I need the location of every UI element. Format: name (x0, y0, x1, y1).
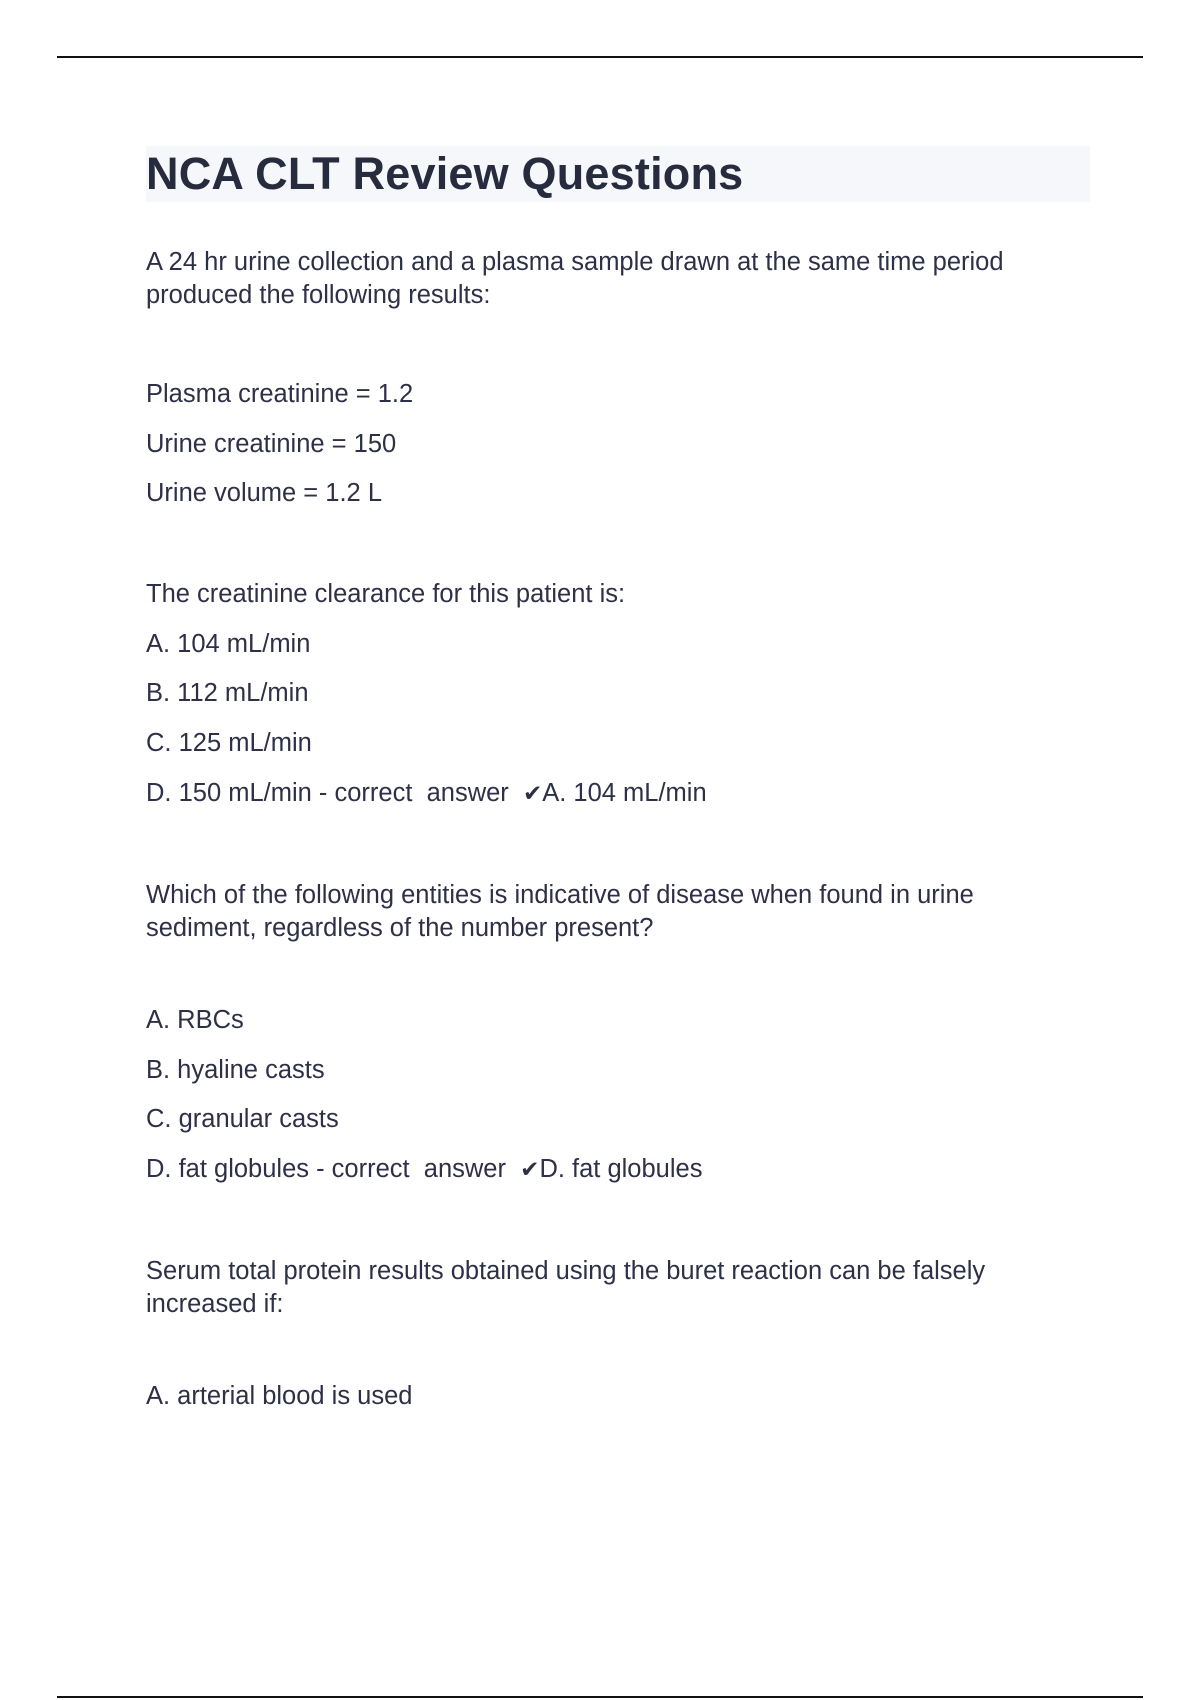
q1-option-b: B. 112 mL/min (146, 679, 309, 707)
q1-option-a: A. 104 mL/min (146, 630, 311, 658)
question-3-text: Serum total protein results obtained using the buret reaction can be falsely increased if: (146, 1257, 986, 1318)
top-rule (57, 56, 1143, 58)
q1-option-d: D. 150 mL/min - correct answer (146, 779, 523, 807)
q2-option-d: D. fat globules - correct answer (146, 1155, 521, 1183)
q1-option-c: C. 125 mL/min (146, 729, 312, 757)
document-title: NCA CLT Review Questions (146, 148, 744, 199)
q1-value-urine-creatinine: Urine creatinine = 150 (146, 430, 397, 458)
q2-option-d-with-answer (146, 1153, 1090, 1187)
q1-value-urine-volume: Urine volume = 1.2 L (146, 479, 382, 507)
question-1-intro: A 24 hr urine collection and a plasma sample drawn at the same time period produced the following results: (146, 248, 1004, 309)
q1-option-d-with-answer (146, 777, 1090, 811)
q2-option-c: C. granular casts (146, 1105, 339, 1133)
q3-option-a: A. arterial blood is used (146, 1382, 413, 1410)
question-1-text: The creatinine clearance for this patient is: (146, 580, 626, 608)
bottom-rule (57, 1696, 1143, 1698)
q2-correct-answer: D. fat globules (539, 1155, 703, 1183)
q1-value-plasma-creatinine: Plasma creatinine = 1.2 (146, 380, 414, 408)
question-2-text: Which of the following entities is indicative of disease when found in urine sediment, regardless of the number present? (146, 881, 974, 942)
checkmark-icon: ✔ (522, 781, 543, 807)
checkmark-icon: ✔ (520, 1157, 540, 1183)
q2-option-a: A. RBCs (146, 1006, 244, 1034)
title-bar (146, 146, 1090, 202)
q1-correct-answer: A. 104 mL/min (542, 779, 707, 807)
document-body (146, 146, 1090, 1413)
q2-option-b: B. hyaline casts (146, 1056, 325, 1084)
